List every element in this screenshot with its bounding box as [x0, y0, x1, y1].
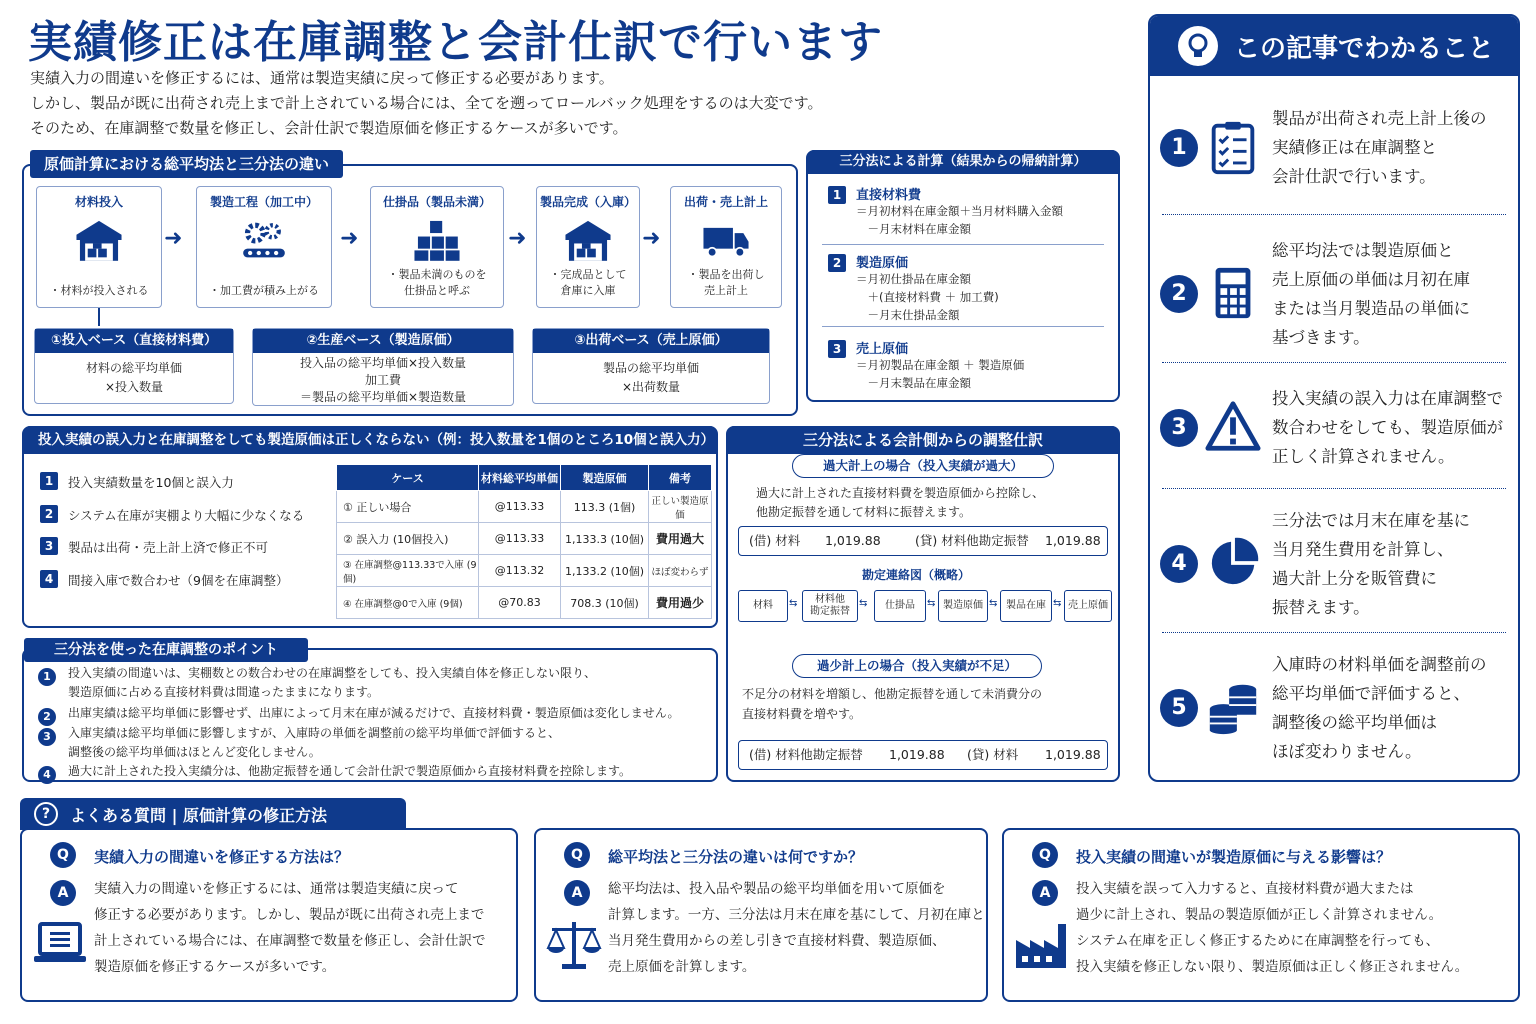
number-badge: 1: [40, 472, 58, 490]
divider: [1162, 632, 1506, 633]
q-badge: Q: [564, 842, 590, 868]
step-title: 製品完成（入庫）: [539, 195, 636, 209]
flow-box: 製品在庫: [1000, 590, 1052, 622]
summary-number: 4: [1160, 545, 1198, 583]
under-text-line: 不足分の材料を増額し、他勘定振替を通して未消費分の: [742, 687, 1043, 701]
under-text-line: 直接材料費を増やす。: [742, 707, 862, 721]
formula-line: －月末材料在庫金額: [856, 222, 971, 236]
base-box: [532, 328, 770, 404]
faq-tab-label: よくある質問 | 原価計算の修正方法: [70, 806, 327, 825]
formula-line: －月末仕掛品金額: [856, 308, 960, 322]
divider: [822, 244, 1104, 245]
summary-text: 入庫時の材料単価を調整前の 総平均単価で評価すると、 調整後の総平均単価は ほぼ変わりません。: [1272, 655, 1487, 761]
boxes-icon: [407, 214, 467, 264]
under-text: [742, 684, 1042, 724]
checklist-icon: [1204, 118, 1264, 178]
error-list-item: 投入実績数量を10個と誤入力: [68, 475, 234, 490]
question-icon: ?: [34, 802, 58, 826]
table-cell: @113.32: [479, 555, 561, 587]
table-cell: ④ 在庫調整@0で入庫 (9個): [337, 587, 479, 619]
over-text-line: 過大に計上された直接材料費を製造原価から控除し、: [756, 486, 1045, 500]
number-badge: 3: [40, 537, 58, 555]
journal-credit-label: (貸) 材料: [967, 747, 1019, 762]
faq-tab: [20, 798, 406, 830]
flow-title: 勘定連絡図（概略）: [862, 568, 971, 582]
journal-debit-label: (借) 材料: [749, 533, 801, 548]
point-text: 出庫実績は総平均単価に影響せず、出庫によって月末在庫が減るだけで、直接材料費・製造原価は変化しません。: [68, 706, 680, 720]
process-step: [370, 186, 504, 308]
table-cell: 113.3 (1個): [561, 491, 649, 523]
adjust-tab: 三分法による会計側からの調整仕訳: [728, 426, 1118, 454]
point-text: 投入実績の間違いは、実棚数との数合わせの在庫調整をしても、投入実績自体を修正しない限り、 製造原価に占める直接材料費は間違ったままになります。: [68, 666, 597, 699]
error-list-item: 間接入庫で数合わせ（9個を在庫調整）: [68, 572, 289, 588]
table-row: [337, 491, 712, 523]
base-box: [252, 328, 514, 406]
error-list-item: システム在庫が実棚より大幅に少なくなる: [68, 507, 305, 523]
number-badge: 2: [828, 254, 846, 272]
number-badge: 2: [40, 505, 58, 523]
journal-credit-value: 1,019.88: [1045, 747, 1101, 762]
process-step: [196, 186, 332, 308]
step-desc: ・製品を出荷し 売上計上: [687, 268, 765, 297]
a-badge: A: [564, 880, 590, 906]
table-header: 材料総平均単価: [479, 465, 561, 491]
formula-line: －月末製品在庫金額: [856, 376, 971, 390]
table-cell: @113.33: [479, 491, 561, 523]
arrow-icon: ⇆: [859, 598, 868, 609]
intro-text: [30, 66, 822, 141]
table-cell: @70.83: [479, 587, 561, 619]
arrow-icon: ➜: [340, 226, 359, 251]
arrow-icon: ➜: [164, 226, 183, 251]
formula-line: ＝月初製品在庫金額 ＋ 製造原価: [856, 358, 1025, 372]
arrow-icon: ➜: [508, 226, 527, 251]
summary-text: 三分法では月末在庫を基に 当月発生費用を計算し、 過大計上分を販管費に 振替えます。: [1272, 511, 1470, 617]
number-badge: 4: [40, 570, 58, 588]
point-text: 過大に計上された投入実績分は、他勘定振替を通して会計仕訳で製造原価から直接材料費を控除します。: [68, 764, 632, 778]
faq-answer: 投入実績を誤って入力すると、直接材料費が過大または 過少に計上され、製品の製造原価が正しく計算されません。 システム在庫を正しく修正するために在庫調整を行っても、 投入実績を修正しない限り、製造原価は正しく修正されません。: [1076, 881, 1469, 975]
faq-question: 総平均法と三分法の違いは何ですか？: [608, 848, 864, 866]
flow-box: 材料: [738, 590, 788, 622]
base-desc: 製品の総平均単価 ×出荷数量: [602, 361, 699, 394]
formula-line: ＝月初材料在庫金額＋当月材料購入金額: [856, 204, 1063, 218]
table-header: 備考: [649, 465, 712, 491]
table-cell: 1,133.2 (10個): [561, 555, 649, 587]
number-badge: 1: [828, 186, 846, 204]
a-badge: A: [1032, 880, 1058, 906]
warehouse-icon: [69, 214, 129, 264]
table-row: [337, 555, 712, 587]
journal-credit-label: (貸) 材料他勘定振替: [915, 533, 1029, 548]
journal-debit-label: (借) 材料他勘定振替: [749, 747, 863, 762]
flow-box: 仕掛品: [874, 590, 926, 622]
formula-title: 直接材料費: [856, 188, 922, 203]
flow-box: 材料他 勘定振替: [802, 590, 858, 622]
gears-icon: [234, 214, 294, 264]
points-tab: 三分法を使った在庫調整のポイント: [24, 638, 308, 662]
number-badge: 3: [828, 340, 846, 358]
formula-title: 製造原価: [856, 256, 909, 271]
divider: [1162, 488, 1506, 489]
table-row: [337, 587, 712, 619]
table-cell: 正しい製造原価: [649, 491, 712, 523]
over-text-line: 他勘定振替を通して材料に振替えます。: [756, 505, 972, 519]
q-badge: Q: [1032, 842, 1058, 868]
number-badge: 4: [38, 766, 56, 784]
step-title: 材料投入: [74, 195, 123, 209]
table-cell: 費用過大: [649, 523, 712, 555]
pie-icon: [1204, 534, 1264, 594]
over-pill: 過大計上の場合（投入実績が過大）: [792, 454, 1054, 478]
table-cell: 費用過少: [649, 587, 712, 619]
base-desc: 投入品の総平均単価×投入数量 加工費 ＝製品の総平均単価×製造数量: [299, 356, 467, 404]
down-arrow-icon: [98, 308, 100, 326]
flow-box: 売上原価: [1064, 590, 1112, 622]
table-cell: ① 正しい場合: [337, 491, 479, 523]
divider: [1162, 362, 1506, 363]
summary-number: 1: [1160, 129, 1198, 167]
under-journal: [738, 740, 1108, 770]
warehouse-icon: [558, 214, 618, 264]
process-step: [536, 186, 640, 308]
formula-line: ＋(直接材料費 ＋ 加工費): [856, 290, 999, 304]
process-step: [670, 186, 782, 308]
summary-number: 2: [1160, 275, 1198, 313]
arrow-icon: ⇆: [1053, 598, 1062, 609]
arrow-icon: ⇆: [989, 598, 998, 609]
divider: [1162, 214, 1506, 215]
table-header: 製造原価: [561, 465, 649, 491]
arrow-icon: ⇆: [789, 598, 798, 609]
faq-question: 実績入力の間違いを修正する方法は？: [94, 848, 350, 866]
faq-answer: 総平均法は、投入品や製品の総平均単価を用いて原価を 計算します。一方、三分法は月末在庫を基にして、月初在庫と 当月発生費用からの差し引きで直接材料費、製造原価、 売上原価を計算します。: [608, 881, 985, 975]
faq-question: 投入実績の間違いが製造原価に与える影響は？: [1076, 848, 1392, 866]
coins-icon: [1204, 678, 1264, 738]
number-badge: 1: [38, 668, 56, 686]
journal-credit-value: 1,019.88: [1045, 533, 1101, 548]
table-row: [337, 523, 712, 555]
lightbulb-icon: [1178, 26, 1218, 66]
intro-line: 実績入力の間違いを修正するには、通常は製造実績に戻って修正する必要があります。: [30, 69, 614, 87]
table-cell: ② 誤入力 (10個投入): [337, 523, 479, 555]
sanbun-tab: 三分法による計算（結果からの帰納計算）: [808, 150, 1118, 174]
table-cell: 1,133.3 (10個): [561, 523, 649, 555]
point-text: 入庫実績は総平均単価に影響しますが、入庫時の単価を調整前の総平均単価で評価すると、 調整後の総平均単価はほとんど変化しません。: [68, 726, 561, 759]
table-header: ケース: [337, 465, 479, 491]
a-badge: A: [50, 880, 76, 906]
number-badge: 3: [38, 728, 56, 746]
formula-line: ＝月初仕掛品在庫金額: [856, 272, 971, 286]
journal-debit-value: 1,019.88: [825, 533, 881, 548]
arrow-icon: ⇆: [927, 598, 936, 609]
summary-number: 5: [1160, 689, 1198, 727]
table-cell: @113.33: [479, 523, 561, 555]
laptop-icon: [30, 914, 92, 976]
factory-icon: [1012, 914, 1074, 976]
q-badge: Q: [50, 842, 76, 868]
step-title: 仕掛品（製品未満）: [382, 195, 491, 209]
methods-tab: 原価計算における総平均法と三分法の違い: [30, 150, 343, 178]
number-badge: 2: [38, 708, 56, 726]
scale-icon: [544, 914, 606, 976]
process-step: [36, 186, 162, 308]
summary-text: 投入実績の誤入力は在庫調整で 数合わせをしても、製造原価が 正しく計算されません。: [1272, 389, 1503, 466]
intro-line: しかし、製品が既に出荷され売上まで計上されている場合には、全てを遡ってロールバック処理をするのは大変です。: [30, 94, 823, 112]
arrow-icon: ➜: [642, 226, 661, 251]
truck-icon: [696, 214, 756, 264]
calculator-icon: [1204, 264, 1264, 324]
summary-title: この記事でわかること: [1234, 34, 1495, 64]
step-desc: ・完成品として 倉庫に入庫: [549, 268, 627, 297]
error-list-item: 製品は出荷・売上計上済で修正不可: [68, 540, 269, 555]
step-title: 出荷・売上計上: [683, 195, 768, 209]
table-cell: 708.3 (10個): [561, 587, 649, 619]
table-cell: ③ 在庫調整@113.33で入庫 (9個): [337, 555, 479, 587]
summary-text: 総平均法では製造原価と 売上原価の単価は月初在庫 または当月製造品の単価に 基づきます。: [1272, 241, 1470, 347]
formula-title: 売上原価: [856, 342, 909, 357]
under-pill: 過少計上の場合（投入実績が不足）: [792, 654, 1042, 678]
warning-icon: [1204, 398, 1264, 458]
journal-debit-value: 1,019.88: [889, 747, 945, 762]
step-desc: ・材料が投入される: [49, 284, 149, 297]
base-desc: 材料の総平均単価 ×投入数量: [85, 361, 182, 394]
error-tab: 投入実績の誤入力と在庫調整をしても製造原価は正しくならない（例：投入数量を1個のところ10個と誤入力）: [24, 426, 716, 454]
summary-text: 製品が出荷され売上計上後の 実績修正は在庫調整と 会計仕訳で行います。: [1272, 109, 1487, 186]
step-title: 製造工程（加工中）: [209, 195, 318, 209]
divider: [822, 326, 1104, 327]
intro-line: そのため、在庫調整で数量を修正し、会計仕訳で製造原価を修正するケースが多いです。: [30, 119, 628, 137]
step-desc: ・加工費が積み上がる: [209, 284, 319, 297]
flow-box: 製造原価: [938, 590, 988, 622]
step-desc: ・製品未満のものを 仕掛品と呼ぶ: [387, 268, 487, 297]
base-title: ②生産ベース（製造原価）: [253, 329, 513, 353]
base-title: ①投入ベース（直接材料費）: [35, 329, 233, 353]
cost-table: [336, 464, 712, 619]
over-journal: [738, 526, 1108, 556]
base-box: [34, 328, 234, 404]
over-text: [756, 484, 1044, 522]
page-title: 実績修正は在庫調整と会計仕訳で行います: [28, 17, 883, 68]
summary-number: 3: [1160, 409, 1198, 447]
faq-answer: 実績入力の間違いを修正するには、通常は製造実績に戻って 修正する必要があります。しかし、製品が既に出荷され売上まで 計上されている場合には、在庫調整で数量を修正し、会計仕訳で 製造原価を修正するケースが多いです。: [94, 881, 486, 975]
base-title: ③出荷ベース（売上原価）: [533, 329, 769, 353]
table-cell: ほぼ変わらず: [649, 555, 712, 587]
